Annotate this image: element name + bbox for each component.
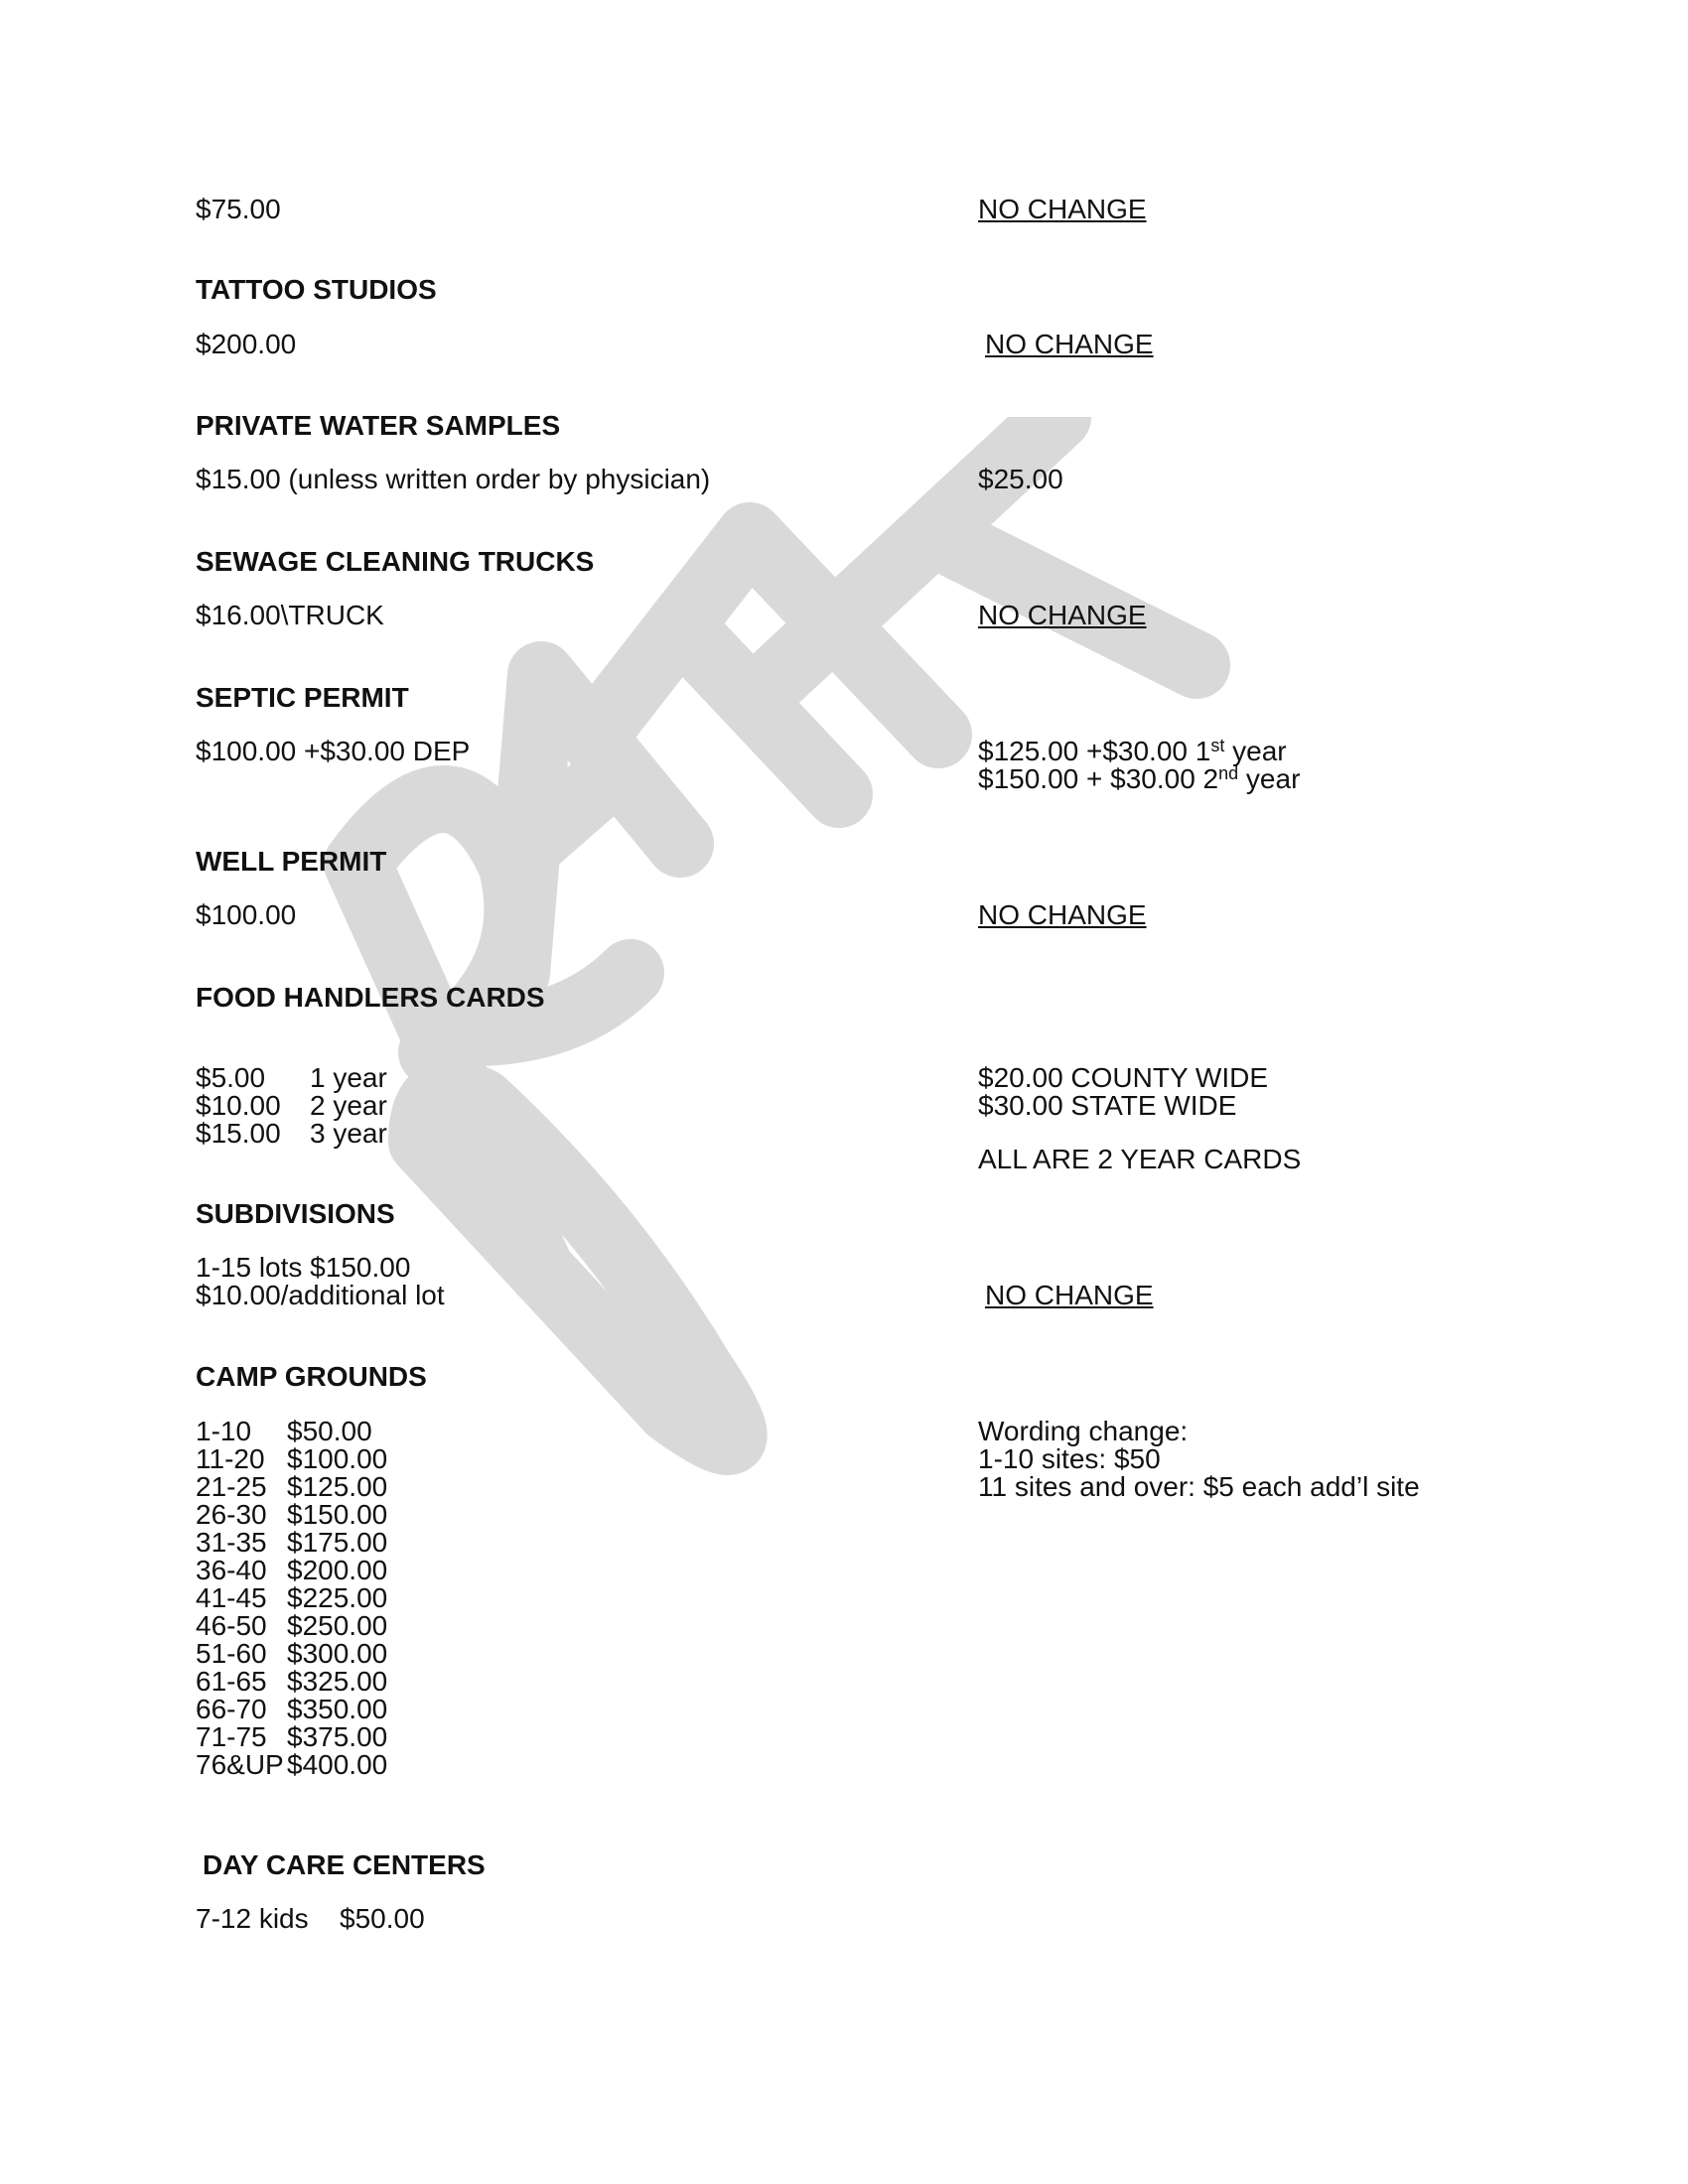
food-fee-row: $5.00 1 year bbox=[196, 1062, 387, 1093]
camp-fee-row: 51-60 $300.00 bbox=[196, 1638, 388, 1669]
tattoo-studios-heading: TATTOO STUDIOS bbox=[196, 274, 437, 305]
camp-fee-row: 61-65 $325.00 bbox=[196, 1666, 388, 1697]
day-care-heading: DAY CARE CENTERS bbox=[203, 1849, 486, 1880]
camp-proposed-wording bbox=[978, 1418, 1420, 1501]
camp-wording-change-label: Wording change: bbox=[978, 1416, 1189, 1446]
camp-fee-row: 36-40 $200.00 bbox=[196, 1555, 388, 1585]
food-fee-row: $15.00 3 year bbox=[196, 1118, 387, 1149]
watermark-letter-t bbox=[779, 417, 1196, 675]
septic-proposed-second-year: $150.00 + $30.00 2nd year bbox=[978, 763, 1301, 794]
septic-proposed-fees bbox=[978, 738, 1300, 793]
camp-fee-row: 26-30 $150.00 bbox=[196, 1499, 388, 1530]
camp-grounds-heading: CAMP GROUNDS bbox=[196, 1361, 427, 1392]
camp-fee-row: 21-25 $125.00 bbox=[196, 1471, 388, 1502]
camp-fee-row: 31-35 $175.00 bbox=[196, 1527, 388, 1558]
watermark-letter-a bbox=[516, 675, 680, 973]
camp-fee-row: 11-20 $100.00 bbox=[196, 1443, 388, 1474]
watermark-letter-d bbox=[422, 1093, 734, 1441]
water-samples-heading: PRIVATE WATER SAMPLES bbox=[196, 410, 561, 441]
top-proposed-fee: NO CHANGE bbox=[978, 194, 1147, 224]
food-handlers-heading: FOOD HANDLERS CARDS bbox=[196, 982, 545, 1013]
water-proposed-fee: $25.00 bbox=[978, 464, 1063, 494]
well-permit-heading: WELL PERMIT bbox=[196, 846, 387, 877]
food-proposed-state: $30.00 STATE WIDE bbox=[978, 1090, 1237, 1121]
subdivisions-heading: SUBDIVISIONS bbox=[196, 1198, 395, 1229]
tattoo-proposed-fee: NO CHANGE bbox=[985, 329, 1154, 359]
camp-grounds-fee-table bbox=[196, 1418, 387, 1779]
camp-wording-small: 1-10 sites: $50 bbox=[978, 1443, 1161, 1474]
camp-fee-row: 76&UP $400.00 bbox=[196, 1749, 388, 1780]
watermark-letter-r bbox=[357, 799, 631, 1271]
sewage-proposed-fee: NO CHANGE bbox=[978, 600, 1147, 630]
well-proposed-fee: NO CHANGE bbox=[978, 899, 1147, 930]
subdivisions-proposed-fee: NO CHANGE bbox=[985, 1280, 1154, 1310]
food-proposed-fees bbox=[978, 1064, 1268, 1120]
tattoo-current-fee: $200.00 bbox=[196, 329, 297, 359]
food-proposed-county: $20.00 COUNTY WIDE bbox=[978, 1062, 1269, 1093]
day-care-fee-row: 7-12 kids $50.00 bbox=[196, 1903, 425, 1934]
subdivisions-additional-fee: $10.00/additional lot bbox=[196, 1280, 445, 1310]
top-current-fee: $75.00 bbox=[196, 194, 281, 224]
septic-permit-heading: SEPTIC PERMIT bbox=[196, 682, 409, 713]
water-current-fee: $15.00 (unless written order by physician) bbox=[196, 464, 711, 494]
camp-fee-row: 66-70 $350.00 bbox=[196, 1694, 388, 1724]
camp-fee-row: 41-45 $225.00 bbox=[196, 1582, 388, 1613]
watermark-letter-f bbox=[611, 536, 938, 794]
camp-fee-row: 71-75 $375.00 bbox=[196, 1721, 388, 1752]
sewage-current-fee: $16.00\TRUCK bbox=[196, 600, 384, 630]
camp-fee-row: 46-50 $250.00 bbox=[196, 1610, 388, 1641]
food-current-fees bbox=[196, 1064, 387, 1148]
well-current-fee: $100.00 bbox=[196, 899, 297, 930]
camp-wording-large: 11 sites and over: $5 each add’l site bbox=[978, 1471, 1420, 1502]
subdivisions-base-fee: 1-15 lots $150.00 bbox=[196, 1252, 411, 1283]
food-cards-note: ALL ARE 2 YEAR CARDS bbox=[978, 1144, 1302, 1174]
sewage-trucks-heading: SEWAGE CLEANING TRUCKS bbox=[196, 546, 595, 577]
septic-current-fee: $100.00 +$30.00 DEP bbox=[196, 736, 471, 766]
camp-fee-row: 1-10 $50.00 bbox=[196, 1416, 372, 1446]
septic-proposed-first-year: $125.00 +$30.00 1st year bbox=[978, 736, 1287, 766]
subdivisions-current-fees bbox=[196, 1254, 445, 1309]
food-fee-row: $10.00 2 year bbox=[196, 1090, 387, 1121]
